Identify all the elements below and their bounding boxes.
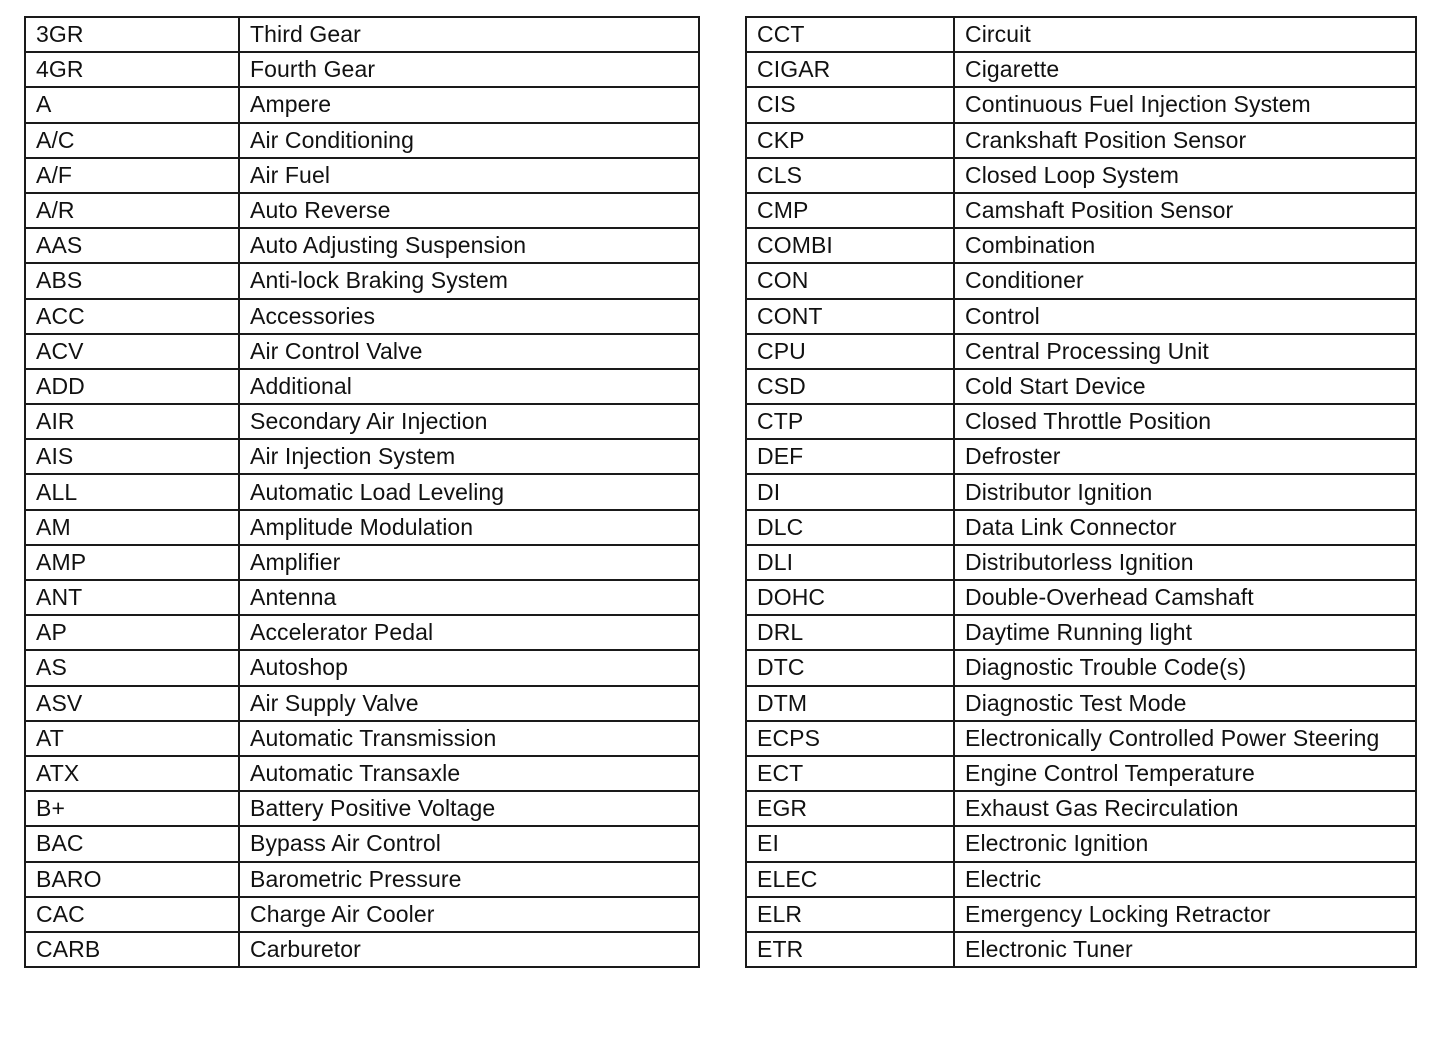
table-row <box>746 897 1416 932</box>
abbreviation-cell: EGR <box>746 791 954 826</box>
term-cell: Double-Overhead Camshaft <box>954 580 1416 615</box>
abbreviation-cell: DOHC <box>746 580 954 615</box>
abbreviation-cell: ECT <box>746 756 954 791</box>
term-cell: Exhaust Gas Recirculation <box>954 791 1416 826</box>
abbreviation-cell: AMP <box>25 545 239 580</box>
abbreviation-cell: ELR <box>746 897 954 932</box>
table-row <box>746 650 1416 685</box>
table-row <box>25 615 699 650</box>
table-row <box>746 52 1416 87</box>
table-row <box>25 193 699 228</box>
abbreviation-cell: CLS <box>746 158 954 193</box>
table-row <box>25 826 699 861</box>
term-cell: Ampere <box>239 87 699 122</box>
term-cell: Distributorless Ignition <box>954 545 1416 580</box>
term-cell: Air Control Valve <box>239 334 699 369</box>
table-row <box>746 826 1416 861</box>
abbreviation-cell: AS <box>25 650 239 685</box>
abbreviation-cell: CAC <box>25 897 239 932</box>
term-cell: Distributor Ignition <box>954 474 1416 509</box>
abbreviation-cell: DLI <box>746 545 954 580</box>
term-cell: Air Injection System <box>239 439 699 474</box>
term-cell: Secondary Air Injection <box>239 404 699 439</box>
abbreviation-cell: CKP <box>746 123 954 158</box>
abbreviation-cell: CCT <box>746 17 954 52</box>
abbreviation-cell: CIS <box>746 87 954 122</box>
table-row <box>746 686 1416 721</box>
table-row <box>746 123 1416 158</box>
table-row <box>25 721 699 756</box>
term-cell: Automatic Transaxle <box>239 756 699 791</box>
term-cell: Electronic Ignition <box>954 826 1416 861</box>
table-row <box>746 193 1416 228</box>
term-cell: Autoshop <box>239 650 699 685</box>
abbreviations-table-right <box>745 16 1417 968</box>
abbreviation-cell: BARO <box>25 862 239 897</box>
abbreviation-cell: CONT <box>746 299 954 334</box>
table-row <box>25 52 699 87</box>
abbreviation-cell: DEF <box>746 439 954 474</box>
abbreviation-cell: CTP <box>746 404 954 439</box>
term-cell: Daytime Running light <box>954 615 1416 650</box>
table-row <box>25 369 699 404</box>
term-cell: Cold Start Device <box>954 369 1416 404</box>
abbreviation-cell: AIR <box>25 404 239 439</box>
abbreviations-table-left <box>24 16 700 968</box>
table-row <box>746 545 1416 580</box>
table-row <box>25 791 699 826</box>
table-row <box>25 650 699 685</box>
term-cell: Central Processing Unit <box>954 334 1416 369</box>
abbreviation-cell: DI <box>746 474 954 509</box>
term-cell: Auto Reverse <box>239 193 699 228</box>
abbreviation-cell: ACV <box>25 334 239 369</box>
table-row <box>746 87 1416 122</box>
abbreviation-cell: AAS <box>25 228 239 263</box>
table-row <box>25 334 699 369</box>
term-cell: Amplifier <box>239 545 699 580</box>
term-cell: Combination <box>954 228 1416 263</box>
table-row <box>746 791 1416 826</box>
term-cell: Crankshaft Position Sensor <box>954 123 1416 158</box>
table-row <box>746 756 1416 791</box>
abbreviation-cell: CON <box>746 263 954 298</box>
term-cell: Accessories <box>239 299 699 334</box>
term-cell: Charge Air Cooler <box>239 897 699 932</box>
term-cell: Third Gear <box>239 17 699 52</box>
abbreviations-table-right-body <box>746 17 1416 967</box>
table-row <box>746 299 1416 334</box>
term-cell: Automatic Transmission <box>239 721 699 756</box>
table-row <box>746 369 1416 404</box>
abbreviation-cell: DLC <box>746 510 954 545</box>
term-cell: Data Link Connector <box>954 510 1416 545</box>
abbreviation-cell: 4GR <box>25 52 239 87</box>
term-cell: Closed Loop System <box>954 158 1416 193</box>
table-row <box>25 580 699 615</box>
table-row <box>746 439 1416 474</box>
abbreviation-cell: A/R <box>25 193 239 228</box>
table-row <box>25 686 699 721</box>
term-cell: Amplitude Modulation <box>239 510 699 545</box>
term-cell: Fourth Gear <box>239 52 699 87</box>
abbreviation-cell: DTC <box>746 650 954 685</box>
term-cell: Auto Adjusting Suspension <box>239 228 699 263</box>
table-row <box>25 404 699 439</box>
abbreviation-cell: ANT <box>25 580 239 615</box>
term-cell: Battery Positive Voltage <box>239 791 699 826</box>
abbreviation-cell: COMBI <box>746 228 954 263</box>
term-cell: Diagnostic Test Mode <box>954 686 1416 721</box>
table-row <box>25 474 699 509</box>
abbreviation-cell: CSD <box>746 369 954 404</box>
table-row <box>746 158 1416 193</box>
abbreviation-cell: A/F <box>25 158 239 193</box>
table-row <box>25 932 699 967</box>
term-cell: Accelerator Pedal <box>239 615 699 650</box>
abbreviation-cell: ADD <box>25 369 239 404</box>
term-cell: Emergency Locking Retractor <box>954 897 1416 932</box>
table-row <box>746 932 1416 967</box>
table-row <box>746 862 1416 897</box>
abbreviation-cell: ATX <box>25 756 239 791</box>
table-row <box>746 334 1416 369</box>
term-cell: Engine Control Temperature <box>954 756 1416 791</box>
table-row <box>746 404 1416 439</box>
term-cell: Continuous Fuel Injection System <box>954 87 1416 122</box>
term-cell: Air Conditioning <box>239 123 699 158</box>
term-cell: Bypass Air Control <box>239 826 699 861</box>
table-row <box>25 228 699 263</box>
abbreviation-cell: DRL <box>746 615 954 650</box>
abbreviation-cell: ELEC <box>746 862 954 897</box>
term-cell: Additional <box>239 369 699 404</box>
abbreviation-cell: ASV <box>25 686 239 721</box>
table-row <box>746 510 1416 545</box>
term-cell: Anti-lock Braking System <box>239 263 699 298</box>
abbreviation-cell: AP <box>25 615 239 650</box>
abbreviation-cell: A <box>25 87 239 122</box>
abbreviation-cell: ABS <box>25 263 239 298</box>
abbreviations-table-left-body <box>25 17 699 967</box>
table-row <box>746 721 1416 756</box>
term-cell: Control <box>954 299 1416 334</box>
term-cell: Air Fuel <box>239 158 699 193</box>
table-row <box>746 17 1416 52</box>
abbreviation-cell: CPU <box>746 334 954 369</box>
table-row <box>25 862 699 897</box>
term-cell: Air Supply Valve <box>239 686 699 721</box>
abbreviation-cell: ECPS <box>746 721 954 756</box>
term-cell: Barometric Pressure <box>239 862 699 897</box>
table-row <box>25 545 699 580</box>
table-row <box>25 123 699 158</box>
term-cell: Electronic Tuner <box>954 932 1416 967</box>
abbreviation-cell: CARB <box>25 932 239 967</box>
table-row <box>25 299 699 334</box>
term-cell: Carburetor <box>239 932 699 967</box>
abbreviation-cell: ETR <box>746 932 954 967</box>
term-cell: Cigarette <box>954 52 1416 87</box>
term-cell: Electronically Controlled Power Steering <box>954 721 1416 756</box>
table-row <box>25 439 699 474</box>
abbreviation-cell: 3GR <box>25 17 239 52</box>
term-cell: Automatic Load Leveling <box>239 474 699 509</box>
term-cell: Antenna <box>239 580 699 615</box>
term-cell: Closed Throttle Position <box>954 404 1416 439</box>
term-cell: Electric <box>954 862 1416 897</box>
table-row <box>25 897 699 932</box>
term-cell: Defroster <box>954 439 1416 474</box>
table-row <box>746 615 1416 650</box>
term-cell: Circuit <box>954 17 1416 52</box>
abbreviation-cell: AM <box>25 510 239 545</box>
abbreviation-cell: DTM <box>746 686 954 721</box>
term-cell: Diagnostic Trouble Code(s) <box>954 650 1416 685</box>
abbreviation-cell: BAC <box>25 826 239 861</box>
table-row <box>25 756 699 791</box>
table-row <box>25 510 699 545</box>
abbreviation-cell: AIS <box>25 439 239 474</box>
table-row <box>746 580 1416 615</box>
table-row <box>746 474 1416 509</box>
term-cell: Conditioner <box>954 263 1416 298</box>
abbreviation-cell: AT <box>25 721 239 756</box>
abbreviation-cell: ACC <box>25 299 239 334</box>
table-row <box>25 87 699 122</box>
abbreviation-cell: CIGAR <box>746 52 954 87</box>
abbreviation-cell: ALL <box>25 474 239 509</box>
table-row <box>25 17 699 52</box>
abbreviation-cell: CMP <box>746 193 954 228</box>
table-row <box>746 263 1416 298</box>
term-cell: Camshaft Position Sensor <box>954 193 1416 228</box>
abbreviation-cell: A/C <box>25 123 239 158</box>
table-row <box>746 228 1416 263</box>
table-row <box>25 158 699 193</box>
table-row <box>25 263 699 298</box>
abbreviation-cell: B+ <box>25 791 239 826</box>
abbreviation-cell: EI <box>746 826 954 861</box>
